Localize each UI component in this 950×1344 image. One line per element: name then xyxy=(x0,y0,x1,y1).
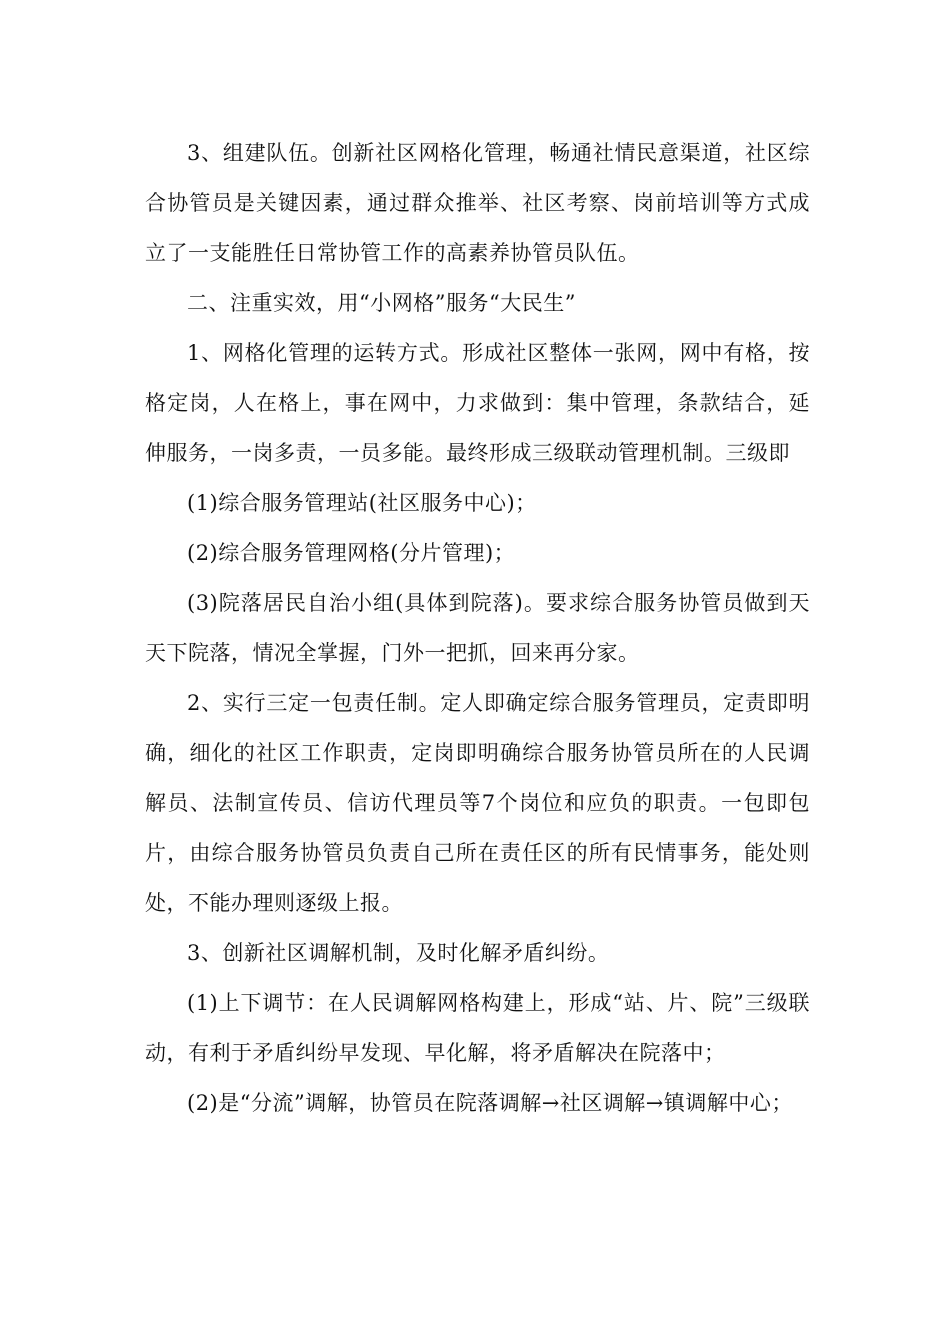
list-item-diversion-mediation: (2)是“分流”调解，协管员在院落调解→社区调解→镇调解中心； xyxy=(187,1091,793,1115)
list-item-resident-group: (3)院落居民自治小组(具体到院落)。要求综合服务协管员做到天天下院落，情况全掌握，门外一把抓，回来再分家。 xyxy=(145,591,810,665)
list-item-service-grid: (2)综合服务管理网格(分片管理)； xyxy=(187,541,516,565)
paragraph-grid-operation: 1、网格化管理的运转方式。形成社区整体一张网，网中有格，按格定岗，人在格上，事在网中，力求做到：集中管理，条款结合，延伸服务，一岗多责，一员多能。最终形成三级联动管理机制。三级即 xyxy=(145,341,810,465)
paragraph-responsibility-system: 2、实行三定一包责任制。定人即确定综合服务管理员，定责即明确，细化的社区工作职责，定岗即明确综合服务协管员所在的人民调解员、法制宣传员、信访代理员等7个岗位和应负的职责。一包即包片，由综合服务协管员负责自己所在责任区的所有民情事务，能处则处，不能办理则逐级上报。 xyxy=(145,691,810,915)
paragraph-mediation-mechanism: 3、创新社区调解机制，及时化解矛盾纠纷。 xyxy=(187,941,610,965)
list-item-service-station: (1)综合服务管理站(社区服务中心)； xyxy=(187,491,537,515)
document-body xyxy=(145,128,810,1128)
paragraph-team-building: 3、组建队伍。创新社区网格化管理，畅通社情民意渠道，社区综合协管员是关键因素，通过群众推举、社区考察、岗前培训等方式成立了一支能胜任日常协管工作的高素养协管员队伍。 xyxy=(145,141,810,265)
section-heading-practical-results: 二、注重实效，用“小网格”服务“大民生” xyxy=(187,291,576,315)
list-item-vertical-mediation: (1)上下调节：在人民调解网格构建上，形成“站、片、院”三级联动，有利于矛盾纠纷早发现、早化解，将矛盾解决在院落中； xyxy=(145,991,810,1065)
